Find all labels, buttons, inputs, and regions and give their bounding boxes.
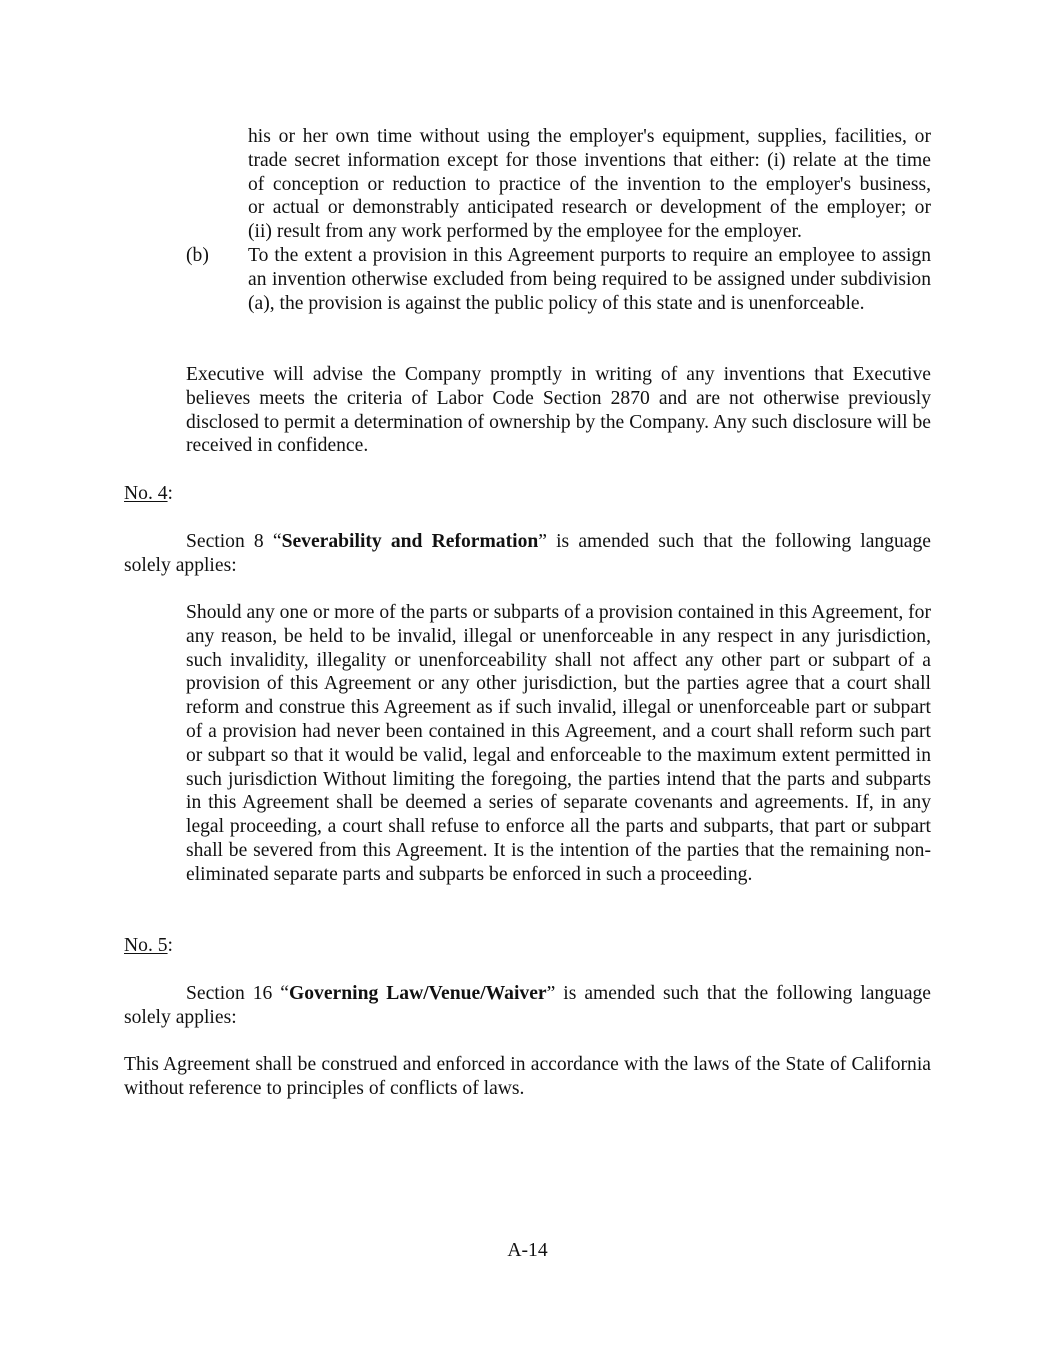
no4-heading [124,482,173,506]
no5-section-title: Governing Law/Venue/Waiver [289,983,547,1004]
no4-section-title: Severability and Reformation [281,531,539,552]
item-b-text [248,244,931,315]
no4-body-text: Should any one or more of the parts or subparts of a provision contained in this Agreement, for any reason, be held to be invalid, illegal or unenforceable in any respect in any jurisdiction, such invalidity, illegality or unenforceability shall not affect any other part or subpart of a provision of this Agreement or any other jurisdiction, but the parties agree that a court shall reform and construe this Agreement as if such invalid, illegal or unenforceable part or subpart of a provision had never been contained in this Agreement, and a court shall reform such part or subpart so that it would be valid, legal and enforceable to the maximum extent permitted in such jurisdiction Without limiting the foregoing, the parties intend that the parts and subparts in this Agreement shall be deemed a series of separate covenants and agreements. If, in any legal proceeding, a court shall refuse to enforce all the parts and subparts, that part or subpart shall be severed from this Agreement. It is the intention of the parties that the remaining non-eliminated separate parts and subparts be enforced in such a proceeding. [186,602,931,885]
item-b-label: (b) [186,245,209,266]
no4-intro-text [124,530,931,578]
item-b-paragraph: To the extent a provision in this Agreement purports to require an employee to assign an invention otherwise excluded from being required to be assigned under subdivision (a), the provision is against the public policy of this state and is unenforceable. [248,245,931,314]
no5-heading-label: No. 5 [124,935,168,956]
no4-intro-prefix: Section 8 “ [186,531,282,552]
page-number: A-14 [507,1240,548,1261]
no4-heading-colon: : [167,483,173,504]
no5-intro-prefix: Section 16 “ [186,983,289,1004]
no4-heading-label: No. 4 [124,483,168,504]
no5-intro-text [124,982,931,1030]
text-line: his or her own time without using the employer's equipment, supplies, facilities, or [248,126,931,147]
no4-body [186,601,931,887]
subdivision-a-continuation [248,125,931,244]
no4-intro-suffix: ” is amended such that the following language solely applies: [124,531,931,576]
no5-heading-colon: : [167,935,173,956]
no5-heading [124,934,173,958]
text-line: (ii) result from any work performed by the employee for the employer. [248,221,802,243]
no5-intro [124,982,931,1030]
no5-body-text: This Agreement shall be construed and enforced in accordance with the laws of the State of California without reference to principles of conflicts of laws. [124,1054,931,1099]
no5-intro-suffix: ” is amended such that the following language solely applies: [124,983,932,1028]
executive-paragraph [186,363,931,458]
text-line: or actual or demonstrably anticipated research or development of the employer; or [248,197,931,219]
no4-intro [124,530,931,578]
no5-body [124,1053,931,1101]
text-line: trade secret information except for those inventions that either: (i) relate at the time [248,149,931,171]
executive-paragraph-text: Executive will advise the Company promptly in writing of any inventions that Executive believes meets the criteria of Labor Code Section 2870 and are not otherwise previously disclosed to permit a determination of ownership by the Company. Any such disclosure will be received in confidence. [186,364,931,457]
text-line: of conception or reduction to practice of the invention to the employer's business, [248,173,931,195]
